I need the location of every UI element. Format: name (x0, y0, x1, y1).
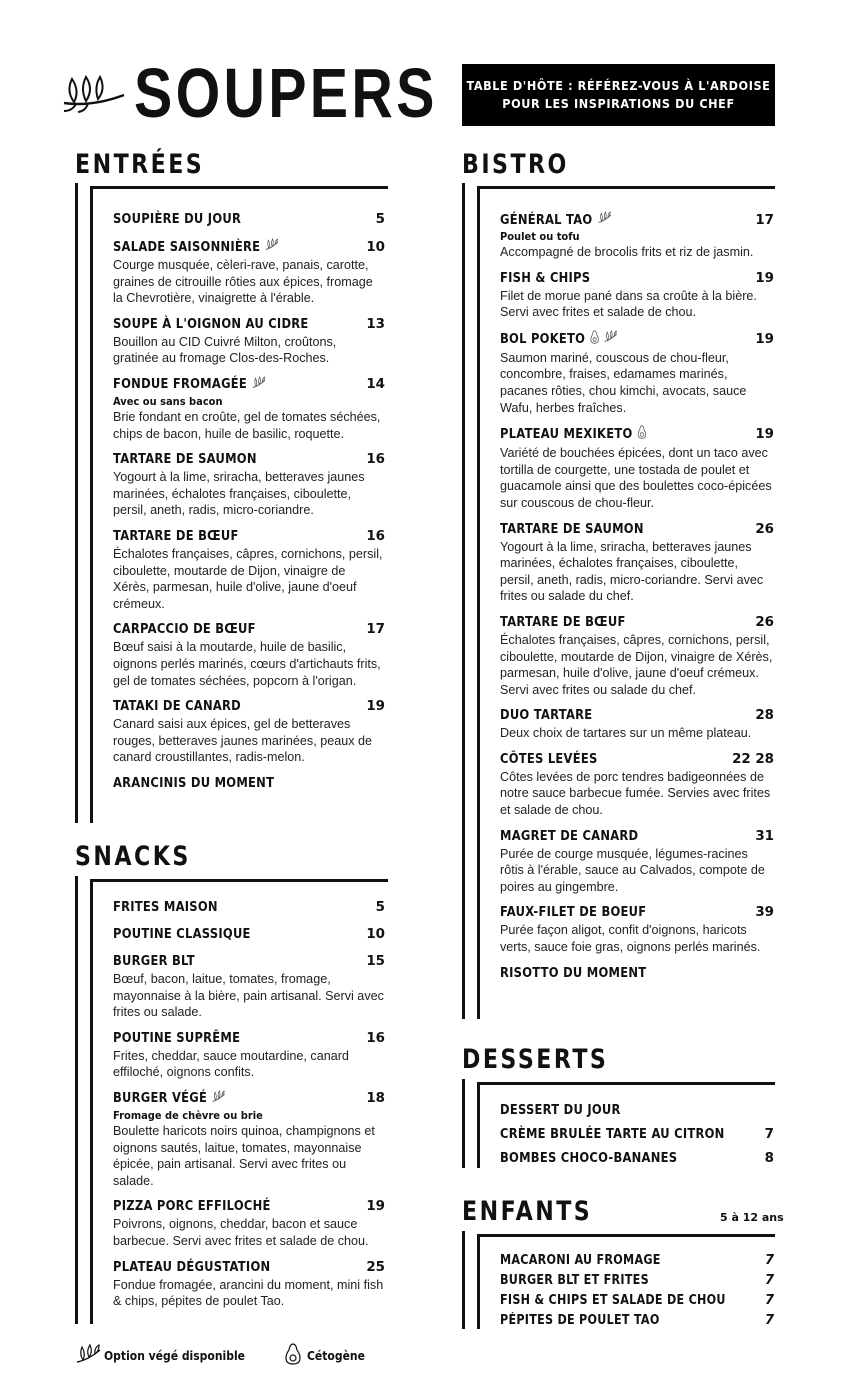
section-frame (462, 183, 465, 1019)
menu-item-header (113, 1198, 385, 1216)
menu-item-price: 25 (366, 1259, 385, 1275)
menu-item-price: 28 (755, 708, 774, 724)
menu-item-name (500, 1150, 677, 1168)
menu-item (500, 521, 774, 605)
banner-line-1: TABLE D'HÔTE : RÉFÉREZ-VOUS À L'ARDOISE (466, 78, 771, 93)
page-title: SOUPERS (134, 54, 438, 132)
menu-item-price: 7 (764, 1313, 774, 1328)
table-dhote-banner (462, 64, 775, 126)
leaf-icon (604, 330, 618, 349)
menu-item-price: 13 (366, 316, 385, 332)
menu-item (500, 270, 774, 321)
menu-item-name-text: PIZZA PORC EFFILOCHÉ (113, 1199, 271, 1215)
section-frame (462, 1079, 465, 1168)
menu-item-price: 26 (755, 521, 774, 537)
menu-item-option: Poulet ou tofu (500, 230, 580, 243)
menu-item-name-text: CÔTES LEVÉES (500, 751, 598, 767)
menu-item (113, 316, 385, 367)
menu-item-header (113, 1090, 385, 1109)
leaf-icon (598, 211, 612, 230)
menu-item-name (113, 926, 251, 944)
legend-veg-label: Option végé disponible (104, 1348, 245, 1363)
section-frame (477, 1082, 775, 1085)
menu-item-name-text: CARPACCIO DE BŒUF (113, 622, 256, 638)
menu-item (500, 707, 774, 742)
menu-item-header (500, 707, 774, 725)
menu-item-name-text: TATAKI DE CANARD (113, 699, 241, 715)
menu-item-price: 19 (366, 699, 385, 715)
menu-item (500, 1102, 774, 1120)
menu-item-name (500, 270, 590, 288)
menu-item-price: 16 (366, 528, 385, 544)
menu-item (113, 1090, 385, 1189)
menu-item (113, 528, 385, 612)
leaf-icon (265, 238, 279, 257)
menu-item-name (113, 1090, 226, 1109)
menu-item-description: Purée de courge musquée, légumes-racines rôtis à l'érable, sauce au Calvados, compote de poires au gingembre. (500, 846, 765, 894)
menu-item-header (500, 270, 774, 288)
menu-item-name-text: BURGER BLT ET FRITES (500, 1273, 649, 1288)
menu-item-name-text: BURGER VÉGÉ (113, 1091, 208, 1107)
section-frame (90, 186, 93, 823)
menu-item-name (500, 1126, 725, 1144)
snacks-list (113, 899, 385, 1319)
menu-item-option: Fromage de chèvre ou brie (113, 1108, 263, 1122)
menu-item-name-text: ARANCINIS DU MOMENT (113, 775, 275, 791)
menu-item-header (113, 953, 385, 971)
menu-item-name-text: MAGRET DE CANARD (500, 828, 639, 844)
menu-item-description: Côtes levées de porc tendres badigeonnées de notre sauce barbecue fumée. Servies avec frites et salade de chou. (500, 769, 771, 818)
menu-item (113, 1259, 385, 1310)
menu-item-header (113, 376, 385, 395)
menu-item-description: Variété de bouchées épicées, dont un taco avec tortilla de courgette, une tostada de poulet et guacamole ainsi que des boulettes coco-épicées sur couscous de chou-fleur. (500, 446, 772, 510)
menu-item-name-text: CRÈME BRULÉE TARTE AU CITRON (500, 1127, 725, 1142)
menu-item-name-text: BOL POKETO (500, 331, 586, 347)
menu-item-header (500, 1126, 774, 1144)
menu-item-header (500, 211, 774, 230)
menu-item (500, 330, 774, 416)
menu-item (500, 1292, 774, 1310)
menu-item-price: 17 (755, 212, 774, 228)
menu-item-name-text: SOUPIÈRE DU JOUR (113, 212, 242, 227)
menu-item-name (113, 1198, 271, 1216)
menu-item-price: 26 (755, 614, 774, 630)
menu-item-header (113, 451, 385, 469)
menu-item-header (113, 211, 385, 229)
menu-item-header (113, 316, 385, 334)
menu-item-description: Poivrons, oignons, cheddar, bacon et sauce barbecue. Servi avec frites et salade de chou. (113, 1217, 369, 1248)
menu-item-name (113, 211, 241, 229)
menu-item-description: Brie fondant en croûte, gel de tomates séchées, chips de bacon, huile de basilic, roquette. (113, 409, 381, 441)
menu-item-header (113, 238, 385, 257)
menu-item-header (500, 1292, 774, 1310)
leaf-icon (252, 376, 266, 395)
menu-item-option: Avec ou sans bacon (113, 394, 223, 408)
legend-keto-label: Cétogène (306, 1348, 365, 1363)
menu-item-name-text: POUTINE SUPRÊME (113, 1030, 241, 1046)
menu-item-description: Échalotes françaises, câpres, cornichons, persil, ciboulette, moutarde de Dijon, vinaigre de Xérès, parmesan, huile d'olive, jaune d'oeuf crémeux. Servi avec frites ou salade du chef. (500, 632, 773, 697)
entrees-list (113, 211, 385, 802)
section-title-enfants: ENFANTS (462, 1196, 593, 1227)
menu-item-price: 19 (755, 427, 774, 443)
section-frame (75, 183, 78, 823)
menu-item-price: 19 (755, 331, 774, 347)
menu-item (113, 926, 385, 944)
menu-item-header (500, 1252, 774, 1270)
menu-item-name (113, 1030, 240, 1048)
menu-item-price: 8 (764, 1151, 774, 1166)
section-title-desserts: DESSERTS (462, 1044, 609, 1075)
menu-item-name (113, 953, 195, 971)
banner-line-2: POUR LES INSPIRATIONS DU CHEF (502, 96, 735, 111)
menu-item-price: 7 (764, 1127, 774, 1142)
menu-item-name (500, 707, 592, 725)
menu-item-header (500, 828, 774, 846)
menu-item-name-text: GÉNÉRAL TAO (500, 212, 593, 228)
menu-item-name-text: FRITES MAISON (113, 900, 218, 915)
menu-item-header (113, 528, 385, 546)
menu-item-name (500, 1312, 660, 1330)
menu-item-name (500, 965, 646, 983)
menu-item-price: 19 (755, 270, 774, 286)
menu-item-description: Fondue fromagée, arancini du moment, mini fish & chips, pépites de poulet Tao. (113, 1277, 384, 1309)
section-title-bistro: BISTRO (462, 149, 569, 180)
menu-item (113, 451, 385, 519)
menu-item-name (113, 528, 239, 546)
menu-item-price: 17 (366, 622, 385, 638)
menu-item (113, 211, 385, 229)
section-frame (477, 1234, 775, 1237)
menu-item-description: Bœuf, bacon, laitue, tomates, fromage, mayonnaise à la bière, pain artisanal. Servi avec frites ou salade. (113, 972, 384, 1020)
menu-item-name-text: TARTARE DE SAUMON (500, 521, 644, 537)
menu-item-header (500, 1272, 774, 1290)
menu-item-name (500, 828, 638, 846)
menu-item (113, 621, 385, 689)
menu-header (62, 54, 504, 132)
avocado-icon (638, 425, 647, 445)
menu-item (113, 1198, 385, 1249)
menu-item-name-text: FONDUE FROMAGÉE (113, 377, 248, 393)
menu-item-name (113, 376, 266, 395)
menu-item-description: Bœuf saisi à la moutarde, huile de basilic, oignons perlés marinés, cœurs d'artichauts frits, gel de tomates séchées, popcorn à l'origan. (113, 640, 381, 688)
section-title-snacks: SNACKS (75, 841, 191, 872)
menu-item-name (113, 451, 257, 469)
menu-item-header (113, 621, 385, 639)
menu-item (113, 238, 385, 307)
menu-item-name-text: FAUX-FILET DE BOEUF (500, 905, 647, 921)
menu-item (500, 828, 774, 896)
desserts-list (500, 1102, 774, 1174)
menu-item (500, 904, 774, 955)
section-frame (477, 186, 480, 1019)
menu-item-name (500, 614, 626, 632)
menu-item-price: 16 (366, 452, 385, 468)
menu-item (113, 899, 385, 917)
menu-item-name-text: FISH & CHIPS ET SALADE DE CHOU (500, 1293, 726, 1308)
menu-item-name (113, 621, 256, 639)
section-frame (90, 879, 93, 1324)
menu-item (500, 1150, 774, 1168)
menu-item (113, 953, 385, 1021)
menu-item-price: 18 (366, 1091, 385, 1107)
menu-item-name-text: TARTARE DE SAUMON (113, 452, 257, 468)
menu-item-description: Échalotes françaises, câpres, cornichons, persil, ciboulette, moutarde de Dijon, vinaigre de Xérès, parmesan, huile d'olive, jaune d'oeuf crémeux. (113, 546, 383, 611)
menu-item-name-text: POUTINE CLASSIQUE (113, 927, 251, 942)
menu-item-name-text: BURGER BLT (113, 954, 195, 969)
menu-item-name (500, 330, 618, 350)
section-frame (75, 876, 78, 1324)
menu-item-description: Canard saisi aux épices, gel de betteraves rouges, betteraves jaunes marinées, peaux de canard croustillantes, radis-melon. (113, 717, 373, 765)
menu-item-name (500, 1292, 726, 1310)
menu-item (113, 698, 385, 766)
menu-item-name (113, 698, 241, 716)
menu-item-name-text: PLATEAU MEXIKETO (500, 427, 633, 443)
menu-item (500, 1272, 774, 1290)
menu-item (113, 1030, 385, 1081)
menu-item-price: 19 (366, 1199, 385, 1215)
menu-item-price: 5 (375, 900, 385, 915)
menu-item-name-text: PÉPITES DE POULET TAO (500, 1313, 660, 1328)
menu-item-name (500, 521, 644, 539)
menu-item-header (500, 1312, 774, 1330)
avocado-icon (285, 1343, 301, 1368)
menu-item-name-text: DESSERT DU JOUR (500, 1103, 621, 1118)
menu-item-name (500, 904, 646, 922)
menu-item-name (500, 1102, 621, 1120)
menu-item (500, 1312, 774, 1330)
menu-item-price: 10 (366, 927, 385, 942)
menu-item-price: 5 (375, 212, 385, 227)
menu-item-name (113, 899, 218, 917)
menu-item-description: Courge musquée, cèleri-rave, panais, carotte, graines de citrouille rôties aux épices, fromage la Chevrotière, vinaigrette à l'érable. (113, 258, 373, 306)
menu-item-description: Boulette haricots noirs quinoa, champignons et oignons sautés, laitue, tomates, mayonnaise épicée, pain artisanal. Servi avec frites ou salade. (113, 1123, 375, 1188)
menu-item-header (500, 965, 774, 983)
section-title-entrees: ENTRÉES (75, 149, 205, 180)
menu-item-header (113, 926, 385, 944)
menu-item-header (500, 1102, 774, 1120)
menu-item-name-text: FISH & CHIPS (500, 270, 591, 286)
leaf-icon (212, 1090, 226, 1109)
menu-item (500, 1126, 774, 1144)
section-frame (90, 186, 388, 189)
menu-item-name-text: SALADE SAISONNIÈRE (113, 239, 261, 255)
menu-item-header (500, 751, 774, 769)
leaf-branch-icon (62, 73, 126, 113)
menu-item-description: Filet de morue pané dans sa croûte à la bière. Servi avec frites et salade de chou. (500, 288, 757, 320)
menu-item-description: Yogourt à la lime, sriracha, betteraves jaunes marinées, échalotes françaises, ciboulette, persil, aneth, radis, micro-coriandre. Servi avec frites ou salade du chef. (500, 539, 764, 604)
menu-item-header (500, 521, 774, 539)
menu-item-description: Yogourt à la lime, sriracha, betteraves jaunes marinées, échalotes françaises, ciboulette, persil, aneth, radis, micro-coriandre. (113, 470, 365, 518)
menu-item-price: 10 (366, 239, 385, 255)
menu-item-description: Deux choix de tartares sur un même plateau. (500, 726, 752, 741)
menu-item-name-text: TARTARE DE BŒUF (113, 528, 239, 544)
bistro-list (500, 211, 774, 992)
menu-item-header (113, 698, 385, 716)
menu-item-header (113, 775, 385, 793)
menu-item-name-text: PLATEAU DÉGUSTATION (113, 1259, 271, 1275)
menu-item-header (500, 1150, 774, 1168)
menu-item (500, 1252, 774, 1270)
menu-item-header (500, 904, 774, 922)
menu-item-header (113, 1259, 385, 1277)
menu-item (500, 751, 774, 819)
legend (76, 1343, 371, 1368)
menu-item-price: 7 (764, 1273, 774, 1288)
menu-item-name-text: RISOTTO DU MOMENT (500, 965, 647, 981)
menu-item-name (500, 1272, 649, 1290)
menu-item-name (113, 775, 274, 793)
age-range-note: 5 à 12 ans (720, 1211, 784, 1224)
menu-item-price: 7 (764, 1253, 774, 1268)
menu-item-description: Bouillon au CID Cuivré Milton, croûtons, gratinée au fromage Clos-des-Roches. (113, 334, 337, 366)
menu-item (500, 965, 774, 983)
menu-item-name (113, 316, 309, 334)
section-frame (90, 879, 388, 882)
menu-item-name-text: TARTARE DE BŒUF (500, 614, 626, 630)
menu-item-price: 31 (755, 828, 774, 844)
menu-item-name (500, 425, 646, 445)
menu-item-header (113, 1030, 385, 1048)
section-frame (477, 186, 775, 189)
menu-item (500, 614, 774, 698)
menu-item (113, 775, 385, 793)
menu-item-name-text: MACARONI AU FROMAGE (500, 1253, 661, 1268)
menu-item-name (500, 211, 611, 230)
menu-item-name-text: SOUPE À L'OIGNON AU CIDRE (113, 316, 309, 332)
menu-item (500, 211, 774, 261)
section-frame (477, 1082, 480, 1168)
menu-item-header (500, 614, 774, 632)
menu-item (113, 376, 385, 442)
leaf-icon (76, 1344, 102, 1367)
menu-item-description: Frites, cheddar, sauce moutardine, canard effiloché, oignons confits. (113, 1048, 349, 1080)
menu-item-description: Accompagné de brocolis frits et riz de jasmin. (500, 245, 754, 259)
menu-item-description: Purée façon aligot, confit d'oignons, haricots verts, sauce foie gras, oignons perlés marinés. (500, 923, 761, 955)
menu-item-name (113, 238, 279, 257)
menu-item-name (113, 1259, 270, 1277)
menu-item-header (500, 330, 774, 350)
menu-item (500, 425, 774, 511)
menu-item-price: 7 (764, 1293, 774, 1308)
menu-item-name (500, 751, 598, 769)
menu-item-price: 22 28 (732, 751, 774, 767)
menu-item-price: 16 (366, 1030, 385, 1046)
section-frame (462, 1231, 465, 1329)
menu-item-price: 39 (755, 905, 774, 921)
menu-item-price: 15 (366, 954, 385, 969)
section-frame (477, 1234, 480, 1329)
menu-item-header (113, 899, 385, 917)
menu-item-header (500, 425, 774, 445)
avocado-icon (590, 330, 599, 350)
menu-item-description: Saumon mariné, couscous de chou-fleur, concombre, fraises, edamames marinés, pacanes rôties, chou kimchi, avocats, sauce Wafu, herbes fraîches. (500, 350, 747, 415)
enfants-list (500, 1252, 774, 1332)
menu-item-name-text: DUO TARTARE (500, 708, 593, 724)
menu-item-name (500, 1252, 661, 1270)
menu-item-name-text: BOMBES CHOCO-BANANES (500, 1151, 678, 1166)
menu-item-price: 14 (366, 377, 385, 393)
